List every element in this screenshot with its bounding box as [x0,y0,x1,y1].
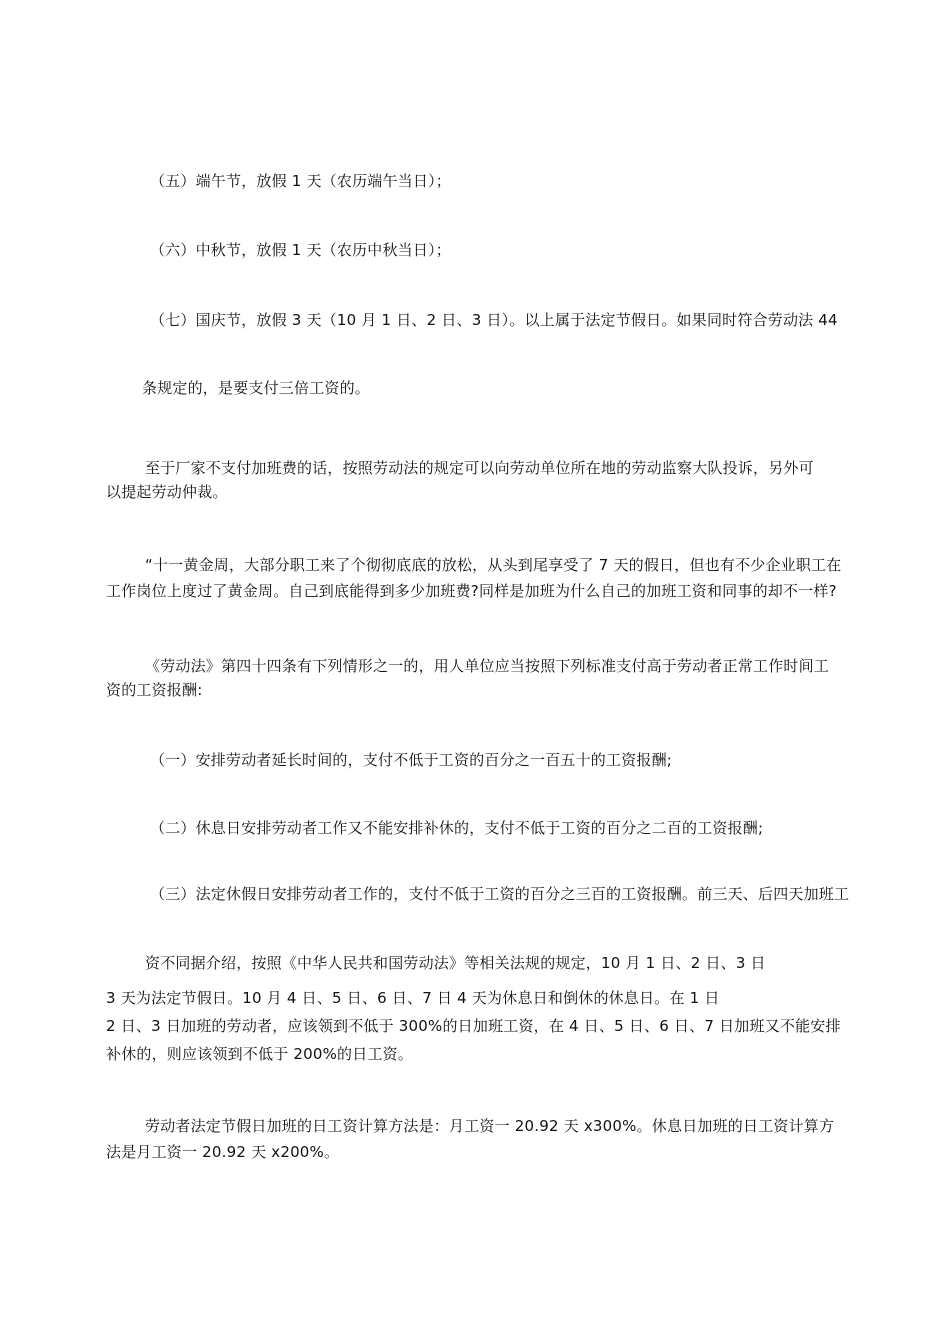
paragraph-complaint-line-2: 以提起劳动仲裁。 [106,483,228,501]
clause-three: （三）法定休假日安排劳动者工作的，支付不低于工资的百分之三百的工资报酬。前三天、后四天加班工 [150,885,850,903]
paragraph-intro-line-2: 3 天为法定节假日。10 月 4 日、5 日、6 日、7 日 4 天为休息日和倒休的休息日。在 1 日 [106,989,720,1007]
item-seven-continuation: 条规定的，是要支付三倍工资的。 [142,379,371,397]
paragraph-golden-week-line-2: 工作岗位上度过了黄金周。自己到底能得到多少加班费?同样是加班为什么自己的加班工资和同事的却不一样? [106,582,837,600]
paragraph-formula-line-1: 劳动者法定节假日加班的日工资计算方法是：月工资一 20.92 天 x300%。休息日加班的日工资计算方 [145,1117,835,1135]
item-six-mid-autumn: （六）中秋节，放假 1 天（农历中秋当日）； [150,241,451,259]
clause-one: （一）安排劳动者延长时间的，支付不低于工资的百分之一百五十的工资报酬; [150,751,673,769]
item-seven-national-day: （七）国庆节，放假 3 天（10 月 1 日、2 日、3 日）。以上属于法定节假日。如果同时符合劳动法 44 [150,311,838,329]
paragraph-intro-line-1: 资不同据介绍，按照《中华人民共和国劳动法》等相关法规的规定，10 月 1 日、2 日、3 日 [145,954,766,972]
clause-two: （二）休息日安排劳动者工作又不能安排补休的，支付不低于工资的百分之二百的工资报酬; [150,819,764,837]
paragraph-golden-week-line-1: “十一黄金周，大部分职工来了个彻彻底底的放松，从头到尾享受了 7 天的假日，但也有不少企业职工在 [145,556,842,574]
paragraph-intro-line-4: 补休的，则应该领到不低于 200%的日工资。 [106,1045,414,1063]
paragraph-complaint-line-1: 至于厂家不支付加班费的话，按照劳动法的规定可以向劳动单位所在地的劳动监察大队投诉，另外可 [145,459,814,477]
paragraph-article-44-line-2: 资的工资报酬: [106,681,203,699]
paragraph-article-44-line-1: 《劳动法》第四十四条有下列情形之一的，用人单位应当按照下列标准支付高于劳动者正常工作时间工 [145,657,830,675]
paragraph-formula-line-2: 法是月工资一 20.92 天 x200%。 [106,1143,340,1161]
item-five-dragon-boat: （五）端午节，放假 1 天（农历端午当日）； [150,172,451,190]
paragraph-intro-line-3: 2 日、3 日加班的劳动者，应该领到不低于 300%的日加班工资，在 4 日、5 日、6 日、7 日加班又不能安排 [106,1017,841,1035]
